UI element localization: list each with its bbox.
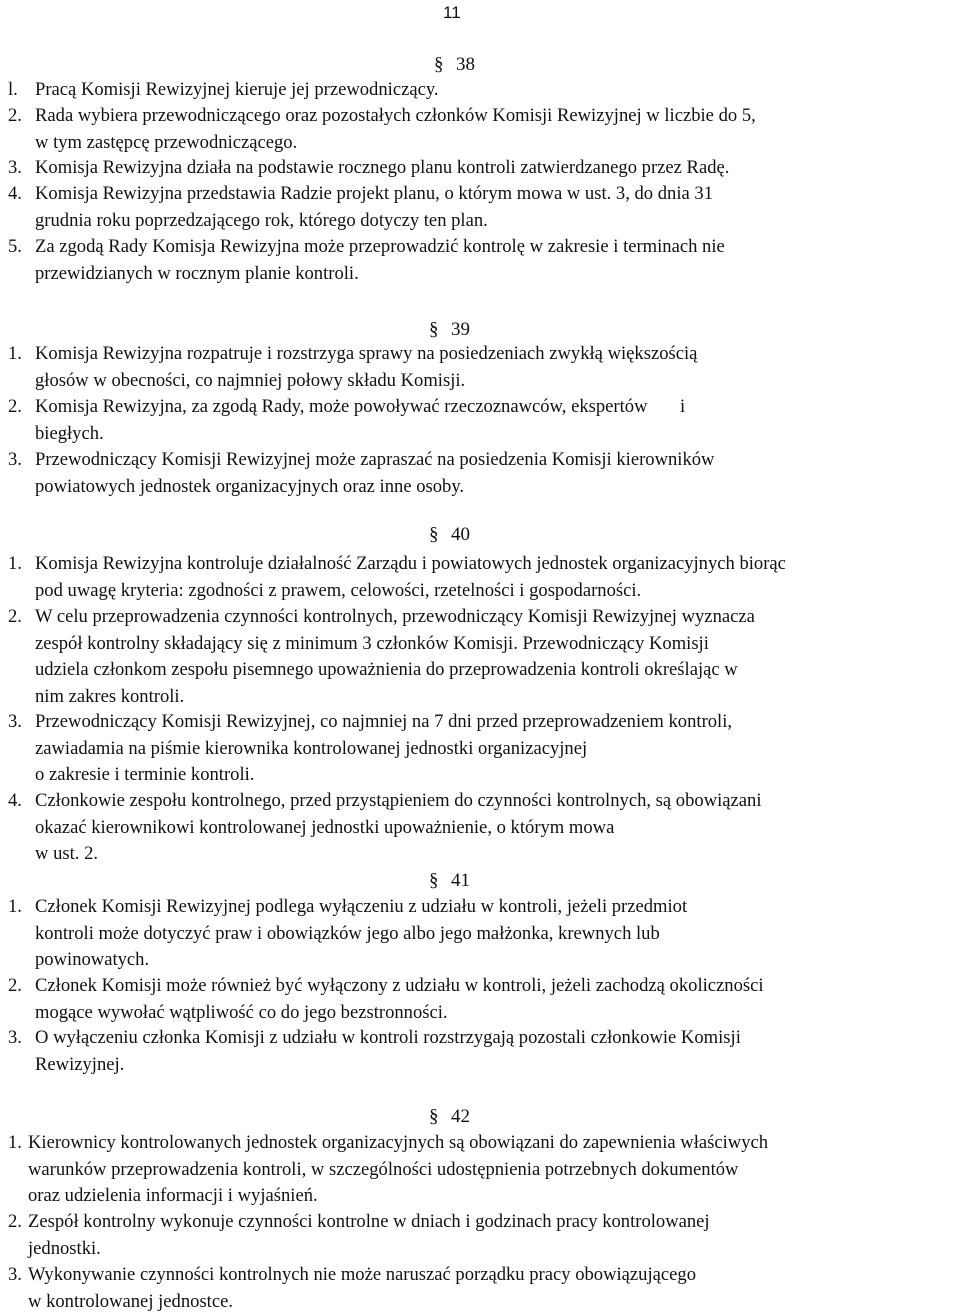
item-text-line: o zakresie i terminie kontroli. bbox=[35, 764, 255, 786]
item-number: 3. bbox=[8, 711, 22, 732]
item-text-line: Wykonywanie czynności kontrolnych nie może naruszać porządku pracy obowiązującego bbox=[28, 1264, 696, 1285]
section-number: 38 bbox=[456, 54, 475, 75]
item-text-line: w tym zastępcę przewodniczącego. bbox=[35, 131, 298, 153]
item-text-line: Przewodniczący Komisji Rewizyjnej może zapraszać na posiedzenia Komisji kierowników bbox=[35, 449, 715, 470]
item-text-line: powiatowych jednostek organizacyjnych oraz inne osoby. bbox=[35, 475, 465, 497]
list-item bbox=[8, 788, 960, 868]
item-text-line: jednostki. bbox=[28, 1237, 101, 1259]
list-item bbox=[8, 709, 960, 789]
item-text-line: głosów w obecności, co najmniej połowy składu Komisji. bbox=[35, 369, 466, 391]
item-text-line: powinowatych. bbox=[35, 949, 150, 971]
item-text-line: okazać kierownikowi kontrolowanej jednostki upoważnienie, o którym mowa bbox=[35, 816, 615, 838]
section-symbol: § bbox=[429, 1106, 439, 1127]
list-item bbox=[8, 973, 960, 1026]
list-item bbox=[8, 234, 960, 287]
item-text-line: warunków przeprowadzenia kontroli, w szczególności udostępnienia potrzebnych dokumentów bbox=[28, 1158, 739, 1180]
section-heading-41 bbox=[429, 871, 470, 890]
item-text-line: nim zakres kontroli. bbox=[35, 685, 185, 707]
item-text-line: grudnia roku poprzedzającego rok, którego dotyczy ten plan. bbox=[35, 209, 488, 231]
list-item bbox=[8, 155, 960, 182]
item-text-line: mogące wywołać wątpliwość co do jego bezstronności. bbox=[35, 1001, 448, 1023]
item-text-line: zawiadamia na piśmie kierownika kontrolowanej jednostki organizacyjnej bbox=[35, 737, 588, 759]
section-symbol: § bbox=[429, 319, 439, 340]
item-number: l. bbox=[8, 79, 18, 100]
list-item bbox=[8, 894, 960, 974]
item-text-line: zespół kontrolny składający się z minimum 3 członków Komisji. Przewodniczący Komisji bbox=[35, 632, 709, 654]
list-item bbox=[8, 77, 960, 104]
item-text-line: W celu przeprowadzenia czynności kontrolnych, przewodniczący Komisji Rewizyjnej wyznacza bbox=[35, 606, 755, 627]
item-text-line: Komisja Rewizyjna działa na podstawie rocznego planu kontroli zatwierdzanego przez Radę. bbox=[35, 157, 730, 178]
section-heading-38 bbox=[434, 55, 475, 74]
item-text-line: Członek Komisji Rewizyjnej podlega wyłączeniu z udziału w kontroli, jeżeli przedmiot bbox=[35, 896, 688, 917]
item-text-line: Komisja Rewizyjna przedstawia Radzie projekt planu, o którym mowa w ust. 3, do dnia 31 bbox=[35, 183, 714, 204]
item-text-line: Komisja Rewizyjna, za zgodą Rady, może powoływać rzeczoznawców, ekspertów i bbox=[35, 396, 686, 417]
list-item bbox=[8, 447, 960, 500]
item-text-line: O wyłączeniu członka Komisji z udziału w kontroli rozstrzygają pozostali członkowie Komisji bbox=[35, 1027, 741, 1048]
section-symbol: § bbox=[434, 54, 444, 75]
item-text-line: biegłych. bbox=[35, 422, 104, 444]
item-text-line: oraz udzielenia informacji i wyjaśnień. bbox=[28, 1185, 318, 1207]
item-number: 3. bbox=[8, 449, 22, 470]
item-text-line: Członkowie zespołu kontrolnego, przed przystąpieniem do czynności kontrolnych, są obowiązani bbox=[35, 790, 762, 811]
item-text-line: w ust. 2. bbox=[35, 843, 99, 865]
item-text-line: w kontrolowanej jednostce. bbox=[28, 1290, 233, 1312]
list-item bbox=[8, 604, 960, 710]
section-symbol: § bbox=[429, 524, 439, 545]
item-text-line: Kierownicy kontrolowanych jednostek organizacyjnych są obowiązani do zapewnienia właściwych bbox=[28, 1132, 769, 1153]
item-number: 2. bbox=[8, 396, 22, 417]
item-text-line: Członek Komisji może również być wyłączony z udziału w kontroli, jeżeli zachodzą okoliczności bbox=[35, 975, 764, 996]
item-text-line: pod uwagę kryteria: zgodności z prawem, celowości, rzetelności i gospodarności. bbox=[35, 579, 642, 601]
item-number: 2. bbox=[8, 1211, 22, 1232]
item-text-line: Przewodniczący Komisji Rewizyjnej, co najmniej na 7 dni przed przeprowadzeniem kontroli, bbox=[35, 711, 733, 732]
section-number: 41 bbox=[451, 870, 470, 891]
item-number: 1. bbox=[8, 1132, 22, 1153]
item-number: 1. bbox=[8, 896, 22, 917]
item-number: 4. bbox=[8, 790, 22, 811]
section-heading-39 bbox=[429, 320, 470, 339]
item-text-line: kontroli może dotyczyć praw i obowiązków jego albo jego małżonka, krewnych lub bbox=[35, 922, 660, 944]
item-text-line: Zespół kontrolny wykonuje czynności kontrolne w dniach i godzinach pracy kontrolowanej bbox=[28, 1211, 710, 1232]
item-number: 2. bbox=[8, 105, 22, 126]
list-item bbox=[8, 1262, 960, 1315]
page-number: 11 bbox=[443, 3, 461, 22]
item-number: 2. bbox=[8, 975, 22, 996]
item-text-line: Pracą Komisji Rewizyjnej kieruje jej przewodniczący. bbox=[35, 79, 439, 100]
item-text-line: Rada wybiera przewodniczącego oraz pozostałych członków Komisji Rewizyjnej w liczbie do 5, bbox=[35, 105, 756, 126]
item-text-line: udziela członkom zespołu pisemnego upoważnienia do przeprowadzenia kontroli określając w bbox=[35, 659, 738, 681]
item-number: 4. bbox=[8, 183, 22, 204]
list-item bbox=[8, 1209, 960, 1262]
item-number: 3. bbox=[8, 157, 22, 178]
section-symbol: § bbox=[429, 870, 439, 891]
list-item bbox=[8, 181, 960, 234]
section-heading-40 bbox=[429, 525, 470, 544]
item-number: 3. bbox=[8, 1264, 22, 1285]
item-text-line: Za zgodą Rady Komisja Rewizyjna może przeprowadzić kontrolę w zakresie i terminach nie bbox=[35, 236, 725, 257]
item-number: 2. bbox=[8, 606, 22, 627]
item-text-line: Komisja Rewizyjna kontroluje działalność Zarządu i powiatowych jednostek organizacyjnych biorąc bbox=[35, 553, 786, 574]
item-text-line: Rewizyjnej. bbox=[35, 1053, 125, 1075]
item-number: 3. bbox=[8, 1027, 22, 1048]
list-item bbox=[8, 1025, 960, 1078]
item-number: 5. bbox=[8, 236, 22, 257]
list-item bbox=[8, 1130, 960, 1210]
item-number: 1. bbox=[8, 343, 22, 364]
list-item bbox=[8, 341, 960, 394]
list-item bbox=[8, 394, 960, 447]
section-heading-42 bbox=[429, 1107, 470, 1126]
section-number: 42 bbox=[451, 1106, 470, 1127]
item-text-line: Komisja Rewizyjna rozpatruje i rozstrzyga sprawy na posiedzeniach zwykłą większością bbox=[35, 343, 698, 364]
section-number: 39 bbox=[451, 319, 470, 340]
item-number: 1. bbox=[8, 553, 22, 574]
list-item bbox=[8, 103, 960, 156]
list-item bbox=[8, 551, 960, 604]
section-number: 40 bbox=[451, 524, 470, 545]
item-text-line: przewidzianych w rocznym planie kontroli. bbox=[35, 262, 359, 284]
